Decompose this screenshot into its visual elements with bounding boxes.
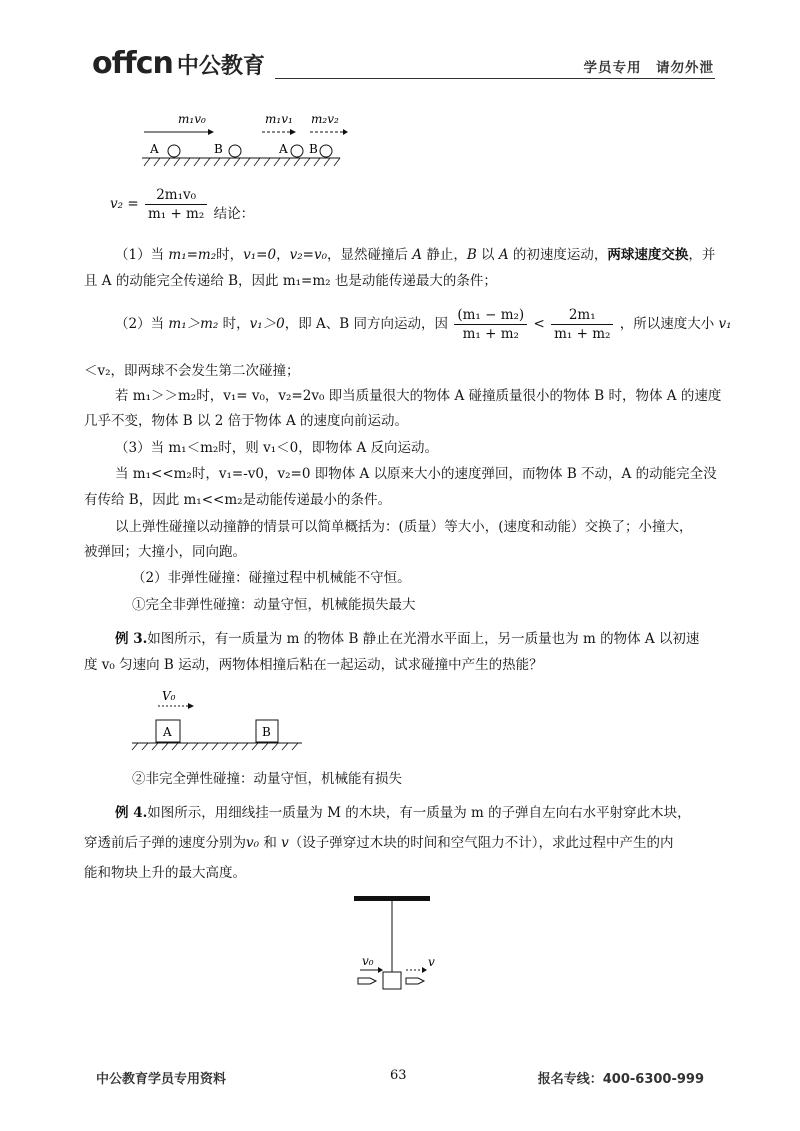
footer-left-text: 中公教育学员专用资料 [96,1072,227,1087]
fig1-ground-hatch [144,158,340,166]
perfect-inelastic-heading: ①完全非弹性碰撞：动量守恒，机械能损失最大 [132,597,416,613]
inelastic-heading: （2）非弹性碰撞：碰撞过程中机械能不守恒。 [132,570,411,586]
footer-hotline: 报名专线：400-6300-999 [537,1072,704,1087]
fig2-label-v0: V₀ [162,689,176,703]
page-number: 63 [390,1068,407,1083]
figure-blocks [130,686,305,756]
example4-line2: 穿透前后子弹的速度分别为v₀ 和 v（设子弹穿过木块的时间和空气阻力不计），求此过程中产生的内 [84,835,674,851]
fig2-ground-hatch [132,743,298,750]
case2-line1: （2）当 m₁＞m₂ 时，v₁＞0，即 A、B 同方向运动，因 $\frac{\text{(m₁ − m₂)}}{\text{m₁ + m₂}}$ < $\frac{\text{2m₁}}{\text{m₁ + m₂}}$ ，所以速度大小 v₁ [115,307,732,342]
case2-line4: 几乎不变，物体 B 以 2 倍于物体 A 的速度向前运动。 [84,413,409,429]
v2-numerator: 2m₁v₀ [145,186,207,205]
fig2-arrowhead-v0 [188,703,194,709]
example4-line3: 能和物块上升的最大高度。 [84,865,246,881]
v2-lhs: v₂ = [110,196,139,212]
summary-line2: 被弹回；大撞小，同向跑。 [84,544,246,560]
fig3-label-v: v [428,955,435,969]
example4-label: 例 4. [115,805,148,821]
partial-inelastic-heading: ②非完全弹性碰撞：动量守恒，机械能有损失 [132,771,402,787]
logo-text-en: offcn [92,46,173,81]
example3-line1: 例 3.如图所示，有一质量为 m 的物体 B 静止在光滑水平面上，另一质量也为 m 的物体 A 以初速 [115,631,700,647]
figure-pendulum-bullet [348,894,438,998]
example4-line1: 例 4.如图所示，用细线挂一质量为 M 的木块，有一质量为 m 的子弹自左向右水平射穿此木块， [115,805,691,821]
header-rule [275,78,715,79]
fig3-bullet-after [406,978,424,984]
conclusion-label: 结论： [213,206,255,222]
fig1-arrowhead-v1 [290,129,296,135]
fig1-label-a-after: A [279,142,288,156]
v2-formula [110,186,254,225]
fig1-label-m1v0: m₁v₀ [178,112,206,126]
offcn-logo [92,46,265,81]
fig3-bullet-before [358,978,376,984]
fig1-label-m1v1: m₁v₁ [265,112,293,126]
fig1-ball-a [168,145,180,157]
case3-line2: 当 m₁<<m₂时，v₁=-v0，v₂=0 即物体 A 以原来大小的速度弹回，而物体 B 不动，A 的动能完全没 [115,466,717,482]
case1-line2: 且 A 的动能完全传递给 B，因此 m₁=m₂ 也是动能传递最大的条件； [84,273,497,289]
fig1-ball-a-after [291,145,303,157]
v2-denominator: m₁ + m₂ [147,206,205,222]
case3-line1: （3）当 m₁＜m₂时，则 v₁＜0，即物体 A 反向运动。 [115,440,439,456]
fig2-label-b: B [262,725,271,739]
example3-label: 例 3. [115,631,148,647]
figure-ball-collision [138,108,348,168]
case2-line2: ＜v₂，即两球不会发生第二次碰撞； [84,363,300,379]
fig3-wooden-block [383,972,401,989]
fig3-arrowhead-v0 [378,967,383,973]
fig1-label-m2v2: m₂v₂ [311,112,339,126]
case3-line3: 有传给 B，因此 m₁<<m₂是动能传递最小的条件。 [84,492,392,508]
fig1-ball-b-after [320,145,332,157]
fig1-arrowhead-v0 [208,129,214,135]
example3-line2: 度 v₀ 匀速向 B 运动，两物体相撞后粘在一起运动，试求碰撞中产生的热能？ [84,657,543,673]
fig3-label-v0: v₀ [362,954,374,968]
case1-line1: （1）当 m₁=m₂时，v₁=0，v₂=v₀，显然碰撞后 A 静止，B 以 A 的初速度运动，两球速度交换，并 [115,247,716,263]
highlight-velocity-exchange: 两球速度交换 [607,247,689,263]
fig1-ball-b [229,145,241,157]
case2-fraction2: $\frac{\text{2m₁}}{\text{m₁ + m₂}}$ [551,306,613,343]
case2-fraction1: $\frac{\text{(m₁ − m₂)}}{\text{m₁ + m₂}}$ [454,306,527,343]
v2-fraction [145,186,207,223]
summary-line1: 以上弹性碰撞以动撞静的情景可以简单概括为：(质量）等大小，(速度和动能）交换了；小撞大， [115,519,693,535]
fig3-arrowhead-v [422,967,427,973]
logo-text-cn: 中公教育 [176,54,265,79]
fig3-ceiling [354,896,430,901]
fig2-label-a: A [163,725,172,739]
fig1-label-b: B [214,142,223,156]
header-confidential-note: 学员专用 请勿外泄 [583,60,714,76]
case2-line3: 若 m₁＞＞m₂时，v₁= v₀，v₂=2v₀ 即当质量很大的物体 A 碰撞质量很小的物体 B 时，物体 A 的速度 [115,388,722,404]
fig1-arrowhead-v2 [343,129,348,135]
fig1-label-b-after: B [309,142,318,156]
fig1-label-a: A [150,142,159,156]
